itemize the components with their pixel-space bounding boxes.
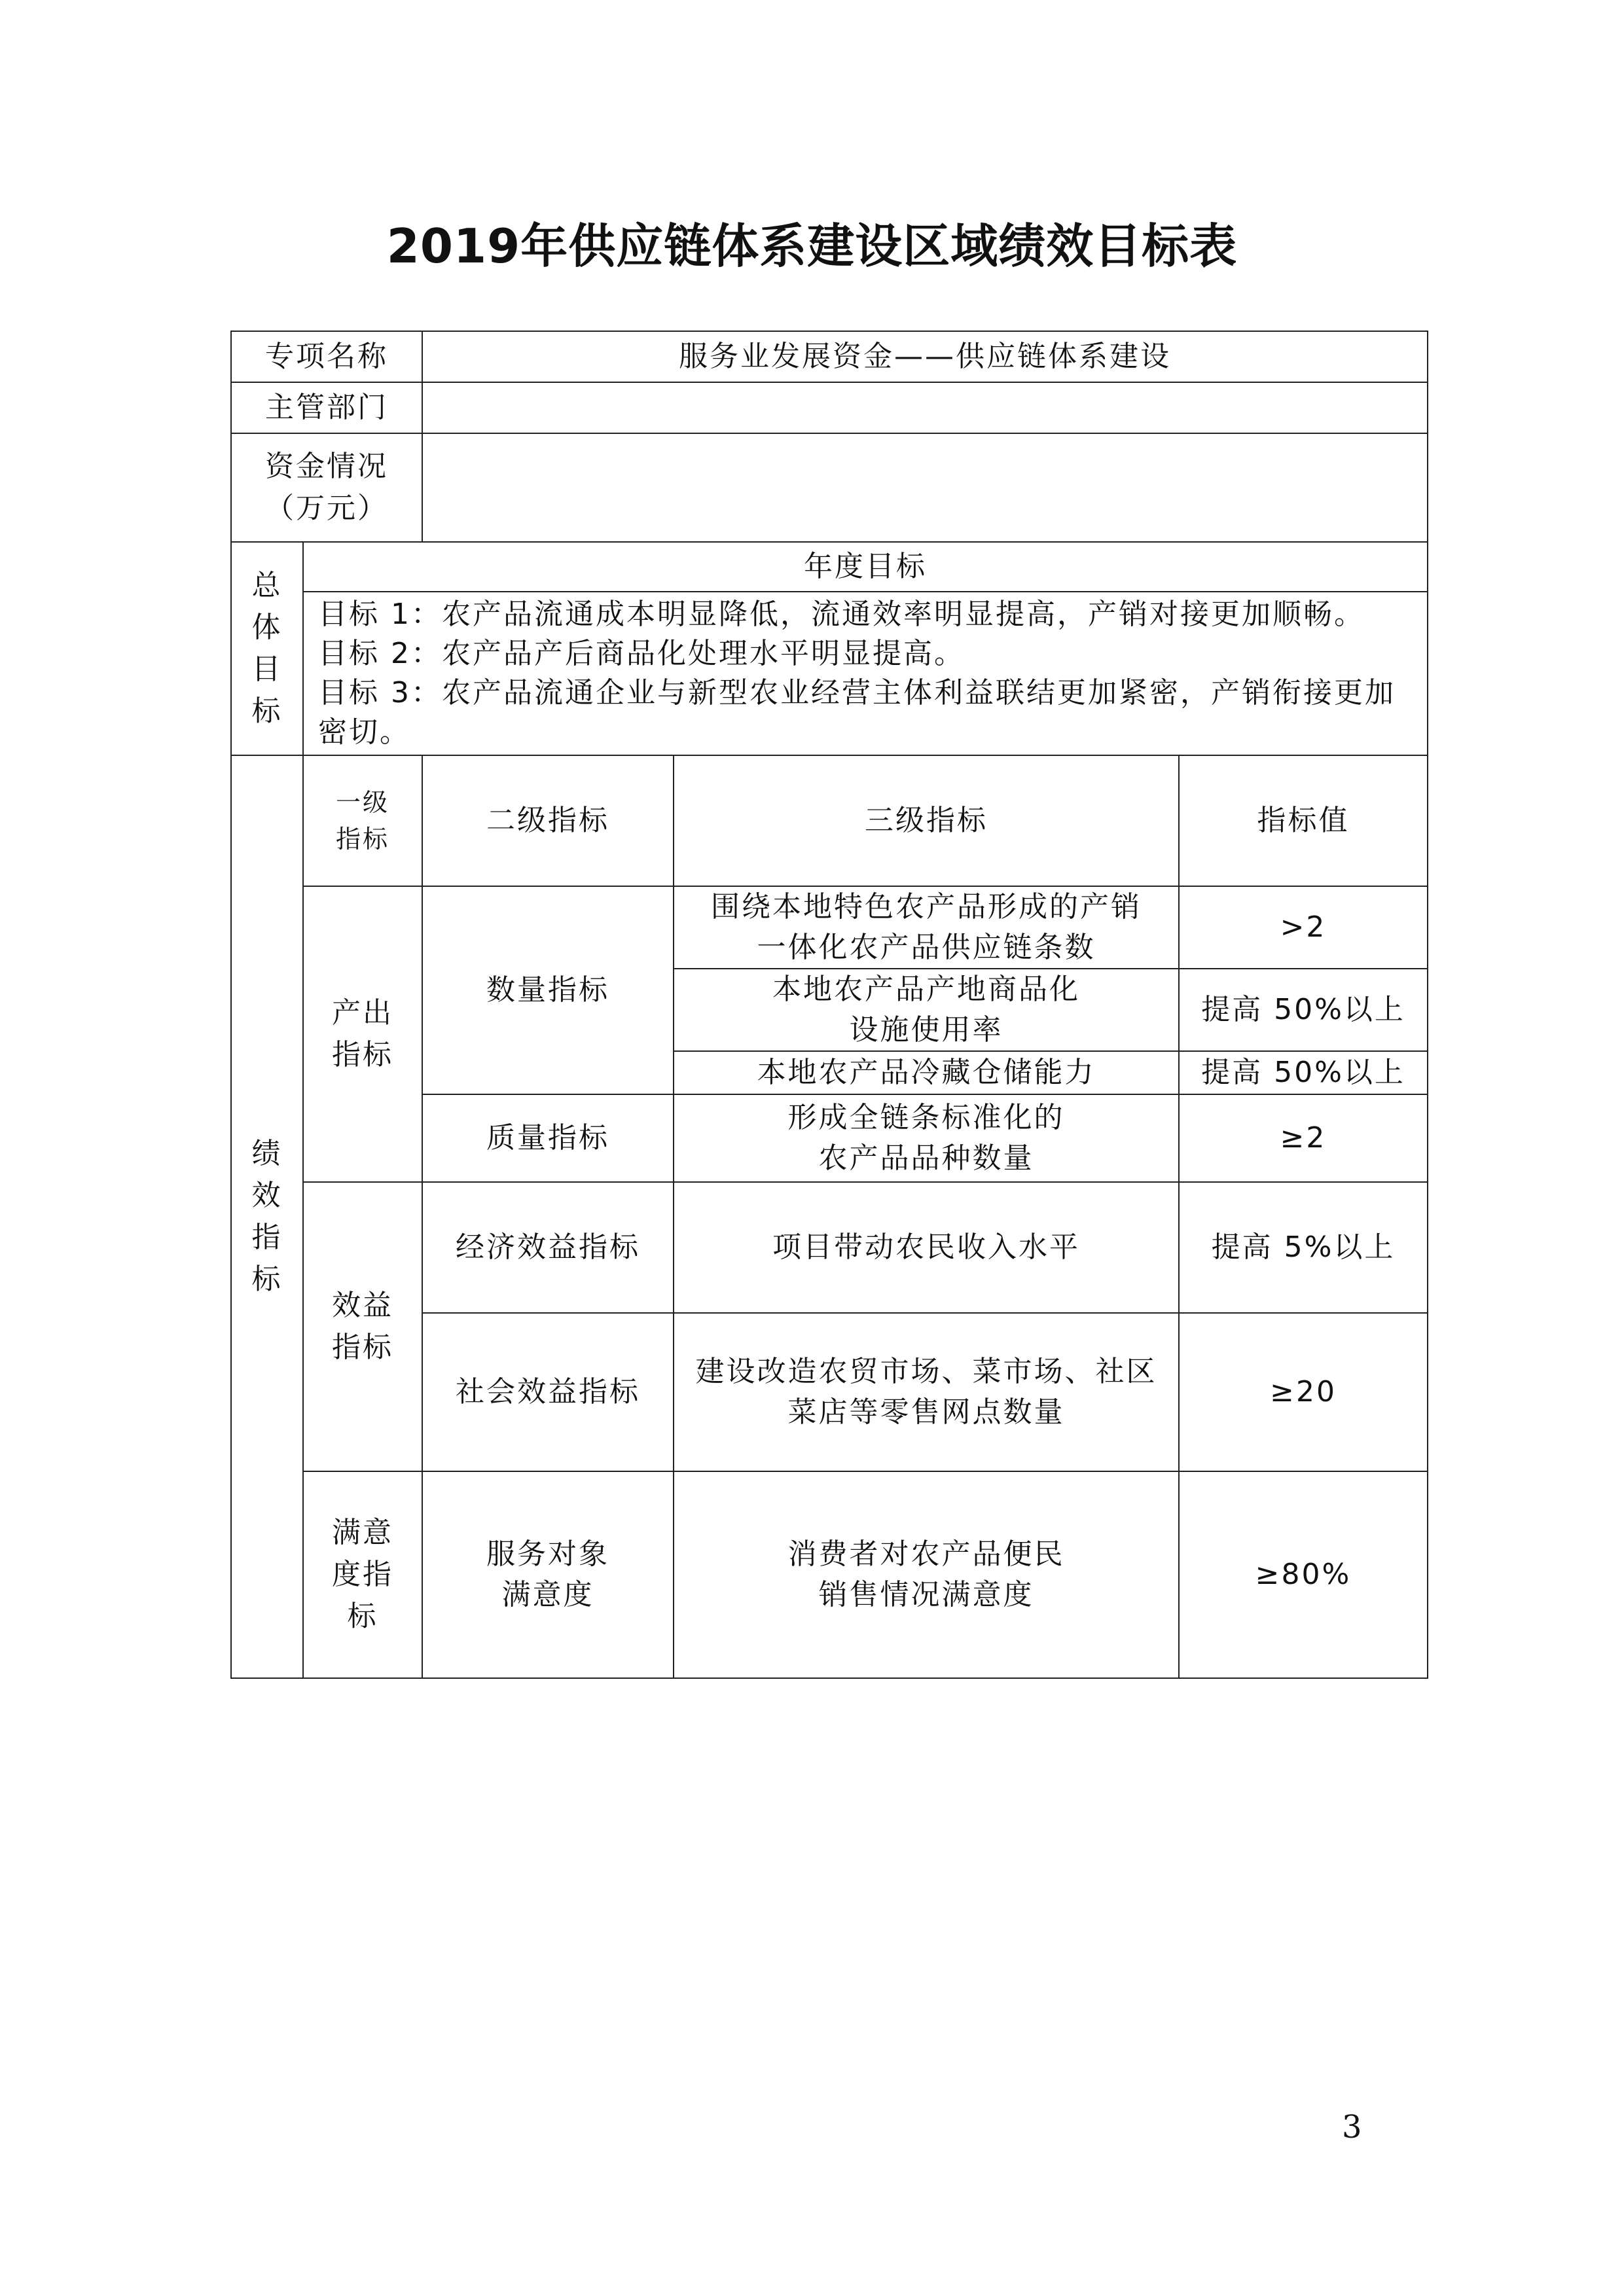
goal-3: 目标 3：农产品流通企业与新型农业经营主体利益联结更加紧密，产销衔接更加密切。 xyxy=(318,676,1396,749)
indicator-cell: 围绕本地特色农产品形成的产销 一体化农产品供应链条数 xyxy=(674,886,1179,969)
economic-benefit-label: 经济效益指标 xyxy=(422,1182,674,1313)
value-header: 指标值 xyxy=(1179,755,1428,886)
department-value xyxy=(422,382,1428,433)
funds-label-line1: 资金情况 xyxy=(265,450,388,483)
satisfaction-indicator-label: 满意 度指 标 xyxy=(303,1471,422,1678)
table-row xyxy=(231,1182,1428,1313)
annual-goals-row xyxy=(231,592,1428,755)
goal-1: 目标 1：农产品流通成本明显降低，流通效率明显提高，产销对接更加顺畅。 xyxy=(318,598,1365,631)
funds-row xyxy=(231,433,1428,542)
project-name-row xyxy=(231,331,1428,382)
table-row xyxy=(231,886,1428,969)
table-row xyxy=(231,1471,1428,1678)
page-title: 2019年供应链体系建设区域绩效目标表 xyxy=(386,219,1238,274)
level1-header: 一级 指标 xyxy=(303,755,422,886)
indicator-value: >2 xyxy=(1179,886,1428,969)
page-number: 3 xyxy=(1342,2109,1362,2145)
indicator-cell: 本地农产品冷藏仓储能力 xyxy=(674,1051,1179,1094)
quantity-indicator-label: 数量指标 xyxy=(422,886,674,1094)
level3-header: 三级指标 xyxy=(674,755,1179,886)
project-name-label: 专项名称 xyxy=(231,331,422,382)
output-indicator-label: 产出 指标 xyxy=(303,886,422,1182)
department-row xyxy=(231,382,1428,433)
indicator-cell: 本地农产品产地商品化 设施使用率 xyxy=(674,969,1179,1051)
benefit-indicator-label: 效益 指标 xyxy=(303,1182,422,1471)
project-name-value: 服务业发展资金——供应链体系建设 xyxy=(422,331,1428,382)
goal-2: 目标 2：农产品产后商品化处理水平明显提高。 xyxy=(318,637,965,670)
annual-goal-heading-row xyxy=(231,542,1428,592)
indicator-value: ≥80% xyxy=(1179,1471,1428,1678)
level2-header: 二级指标 xyxy=(422,755,674,886)
indicator-value: 提高 5%以上 xyxy=(1179,1182,1428,1313)
indicator-value: ≥2 xyxy=(1179,1094,1428,1182)
department-label: 主管部门 xyxy=(231,382,422,433)
performance-target-table xyxy=(230,331,1428,1679)
satisfaction-level2: 服务对象 满意度 xyxy=(422,1471,674,1678)
indicator-header-row xyxy=(231,755,1428,886)
social-benefit-label: 社会效益指标 xyxy=(422,1313,674,1471)
funds-label-line2: （万元） xyxy=(265,492,388,525)
indicator-value: ≥20 xyxy=(1179,1313,1428,1471)
overall-goal-label: 总 体 目 标 xyxy=(231,542,303,755)
quality-indicator-label: 质量指标 xyxy=(422,1094,674,1182)
performance-indicator-label: 绩 效 指 标 xyxy=(231,755,303,1678)
annual-goals xyxy=(303,592,1428,755)
indicator-cell: 项目带动农民收入水平 xyxy=(674,1182,1179,1313)
funds-label xyxy=(231,433,422,542)
funds-value xyxy=(422,433,1428,542)
indicator-cell: 形成全链条标准化的 农产品品种数量 xyxy=(674,1094,1179,1182)
indicator-cell: 消费者对农产品便民 销售情况满意度 xyxy=(674,1471,1179,1678)
indicator-value: 提高 50%以上 xyxy=(1179,969,1428,1051)
indicator-cell: 建设改造农贸市场、菜市场、社区 菜店等零售网点数量 xyxy=(674,1313,1179,1471)
indicator-value: 提高 50%以上 xyxy=(1179,1051,1428,1094)
annual-goal-heading: 年度目标 xyxy=(303,542,1428,592)
